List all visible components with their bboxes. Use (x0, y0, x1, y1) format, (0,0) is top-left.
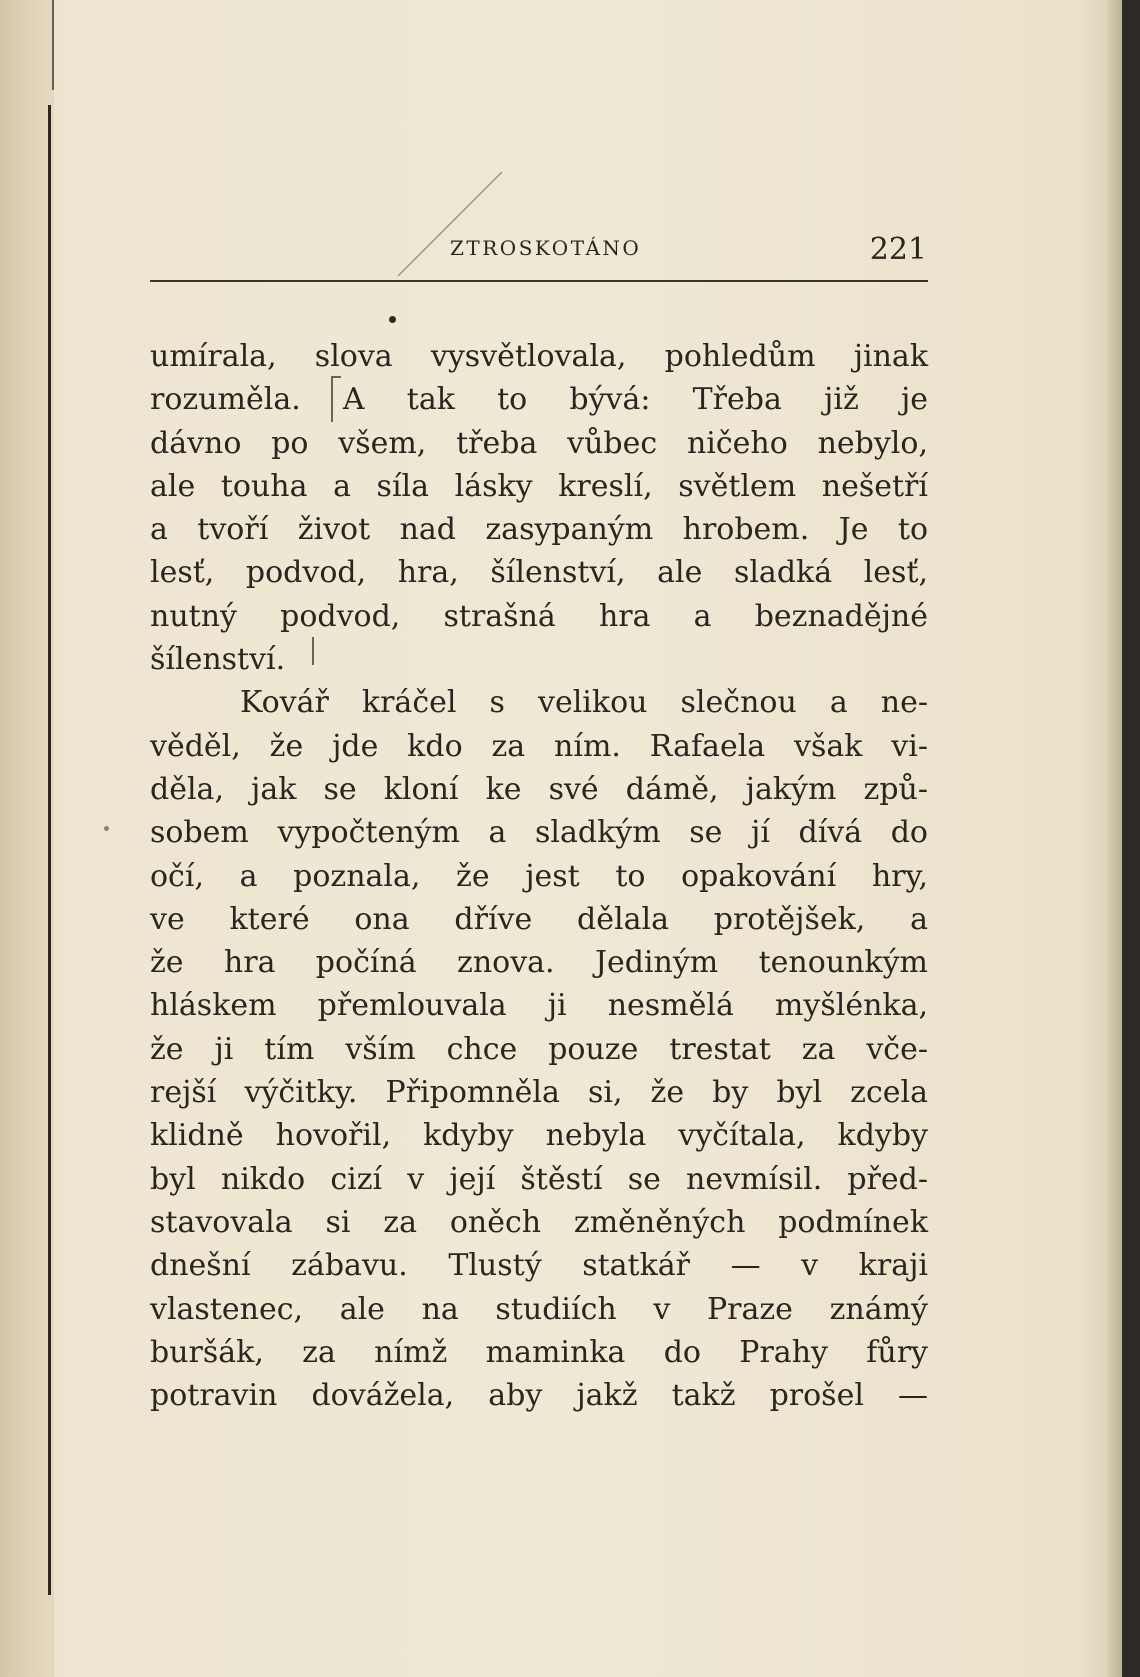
text-line: dávno po všem, třeba vůbec ničeho nebylo, (150, 425, 928, 461)
scan-border (1122, 0, 1140, 1677)
running-header (150, 232, 927, 272)
text-line: rozuměla. A tak to bývá: Třeba již je (150, 382, 928, 418)
page-edge-shadow (1108, 0, 1122, 1677)
page-number: 221 (869, 232, 927, 267)
text-line: umírala, slova vysvětlovala, pohledům jinak (150, 339, 928, 374)
text-line: nutný podvod, strašná hra a beznadějné (150, 598, 928, 634)
text-line: stavovala si za oněch změněných podmínek (150, 1204, 928, 1240)
page-gutter (0, 0, 54, 1677)
binding-edge (48, 105, 51, 1595)
text-line: klidně hovořil, kdyby nebyla vyčítala, kdyby (150, 1118, 928, 1154)
binding-edge-top (52, 0, 54, 90)
text-line: buršák, za nímž maminka do Prahy fůry (150, 1334, 928, 1370)
paragraph-start-line: Kovář kráčel s velikou slečnou a ne- (240, 685, 928, 721)
text-line: že hra počíná znova. Jediným tenounkým (150, 945, 928, 981)
body-text (150, 335, 928, 1417)
margin-dot-mark (104, 826, 109, 831)
text-line: potravin dovážela, aby jakž takž prošel — (150, 1378, 928, 1414)
text-line: dnešní zábavu. Tlustý statkář — v kraji (150, 1248, 928, 1284)
text-line: že ji tím vším chce pouze trestat za vče- (150, 1031, 928, 1067)
text-line: ale touha a síla lásky kreslí, světlem nešetří (150, 468, 928, 504)
text-line: vlastenec, ale na studiích v Praze známý (150, 1291, 928, 1327)
text-line: rejší výčitky. Připomněla si, že by byl zcela (150, 1075, 928, 1111)
text-line: lesť, podvod, hra, šílenství, ale sladká lesť, (150, 555, 928, 591)
text-line: sobem vypočteným a sladkým se jí dívá do (150, 815, 928, 851)
text-line: věděl, že jde kdo za ním. Rafaela však vi- (150, 728, 928, 764)
text-line: očí, a poznala, že jest to opakování hry, (150, 858, 928, 894)
text-line: byl nikdo cizí v její štěstí se nevmísil. před- (150, 1161, 928, 1197)
running-title: ZTROSKOTÁNO (450, 236, 642, 260)
text-line: hláskem přemlouvala ji nesmělá myšlénka, (150, 988, 928, 1024)
text-line: děla, jak se kloní ke své dámě, jakým způ- (150, 771, 928, 807)
text-line: šílenství. (150, 642, 286, 678)
text-line: ve které ona dříve dělala protějšek, a (150, 901, 928, 937)
header-rule (150, 280, 928, 282)
text-line: a tvoří život nad zasypaným hrobem. Je to (150, 512, 928, 548)
ink-dot-mark (389, 316, 396, 323)
